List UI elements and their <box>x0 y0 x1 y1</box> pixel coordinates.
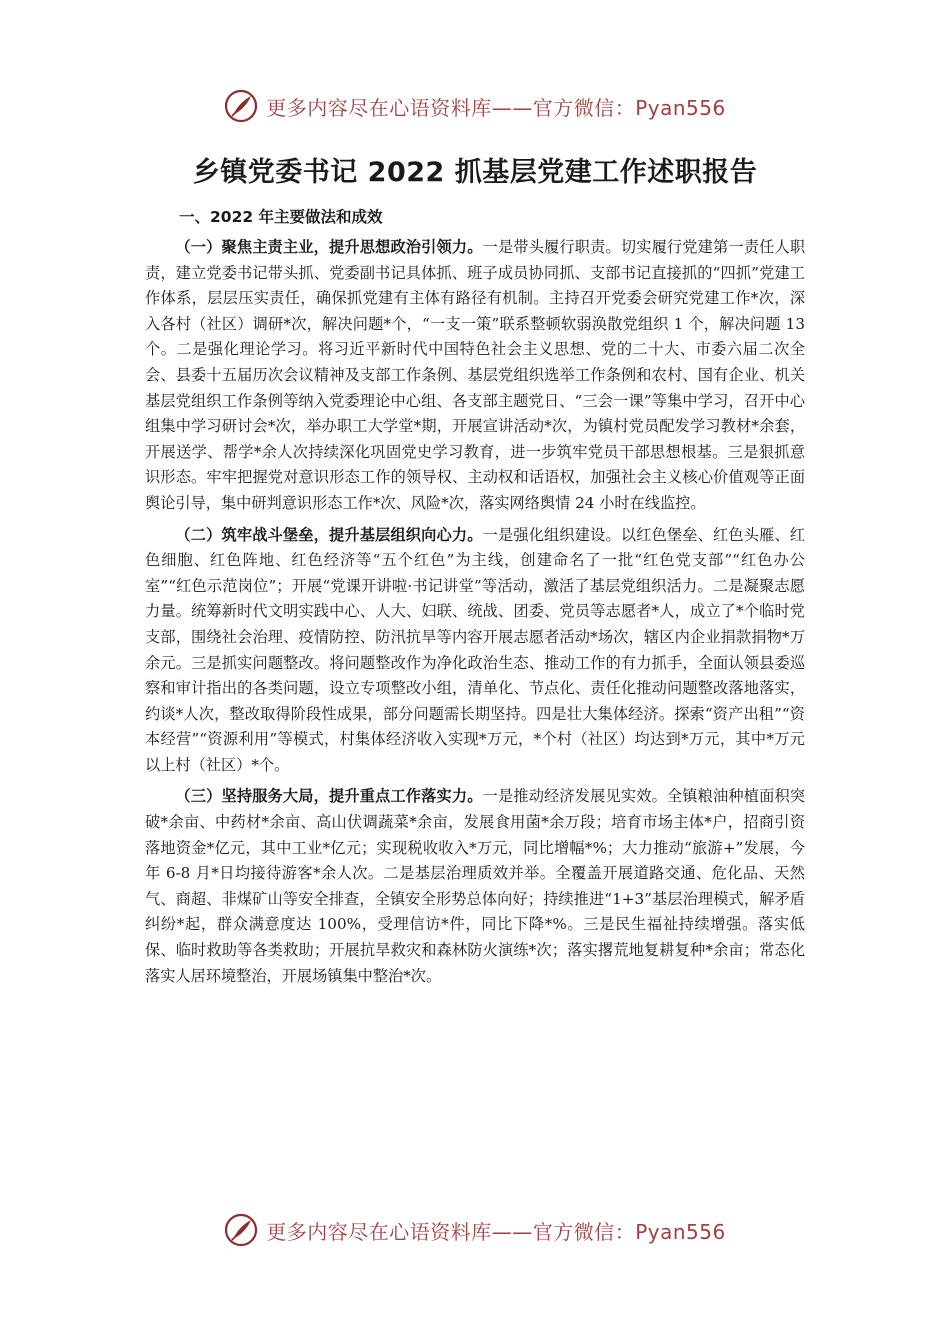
paragraph-lead: （三）坚持服务大局，提升重点工作落实力。 <box>175 787 483 806</box>
watermark-text: 更多内容尽在心语资料库——官方微信：Pyan556 <box>266 1219 726 1244</box>
footer-watermark <box>0 1210 950 1250</box>
paragraph-text: 一是带头履行职责。切实履行党建第一责任人职责，建立党委书记带头抓、党委副书记具体抓、班子成员协同抓、支部书记直接抓的“四抓”党建工作体系，层层压实责任，确保抓党建有主体有路径有机制。主持召开党委会研究党建工作*次，深入各村（社区）调研*次，解决问题*个，“一支一策”联系整顿软弱涣散党组织 1 个，解决问题 13 个。二是强化理论学习。将习近平新时代中国特色社会主义思想、党的二十大、市委六届二次全会、县委十五届历次会议精神及支部工作条例、基层党组织选举工作条例和农村、国有企业、机关基层党组织工作条例等纳入党委理论中心组、各支部主题党日、“三会一课”等集中学习，召开中心组集中学习研讨会*次，举办职工大学堂*期，开展宣讲活动*次，为镇村党员配发学习教材*余套，开展送学、帮学*余人次持续深化巩固党史学习教育，进一步筑牢党员干部思想根基。三是狠抓意识形态。牢牢把握党对意识形态工作的领导权、主动权和话语权，加强社会主义核心价值观等正面舆论引导，集中研判意识形态工作*次、风险*次，落实网络舆情 24 小时在线监控。 <box>145 238 806 512</box>
document-title: 乡镇党委书记 2022 抓基层党建工作述职报告 <box>192 157 758 188</box>
paragraph-lead: （一）聚焦主责主业，提升思想政治引领力。 <box>175 238 483 256</box>
paragraph-1 <box>145 235 805 517</box>
quill-logo-icon <box>224 1213 258 1247</box>
quill-logo-icon <box>224 89 258 123</box>
header-watermark <box>0 86 950 126</box>
paragraph-text: 一是推动经济发展见实效。全镇粮油种植面积突破*余亩、中药材*余亩、高山伏调蔬菜*余亩，发展食用菌*余万段；培育市场主体*户，招商引资落地资金*亿元，其中工业*亿元；实现税收收入*万元，同比增幅*%；大力推动“旅游+”发展，今年 6-8 月*日均接待游客*余人次。二是基层治理质效并举。全覆盖开展道路交通、危化品、天然气、商超、非煤矿山等安全排查，全镇安全形势总体向好；持续推进“1+3”基层治理模式，解矛盾纠纷*起，群众满意度达 100%，受理信访*件，同比下降*%。三是民生福祉持续增强。落实低保、临时救助等各类救助；开展抗旱救灾和森林防火演练*次；落实撂荒地复耕复种*余亩；常态化落实人居环境整治，开展场镇集中整治*次。 <box>145 787 806 985</box>
paragraph-2 <box>145 523 805 779</box>
document-body <box>145 205 805 995</box>
paragraph-lead: （二）筑牢战斗堡垒，提升基层组织向心力。 <box>175 525 483 544</box>
section-heading: 一、2022 年主要做法和成效 <box>179 208 383 226</box>
paragraph-3 <box>145 784 805 989</box>
watermark-text: 更多内容尽在心语资料库——官方微信：Pyan556 <box>266 95 726 120</box>
paragraph-text: 一是强化组织建设。以红色堡垒、红色头雁、红色细胞、红色阵地、红色经济等“五个红色”为主线，创建命名了一批“红色党支部”“红色办公室”“红色示范岗位”；开展“党课开讲啦·书记讲堂”等活动，激活了基层党组织活力。二是凝聚志愿力量。统筹新时代文明实践中心、人大、妇联、统战、团委、党员等志愿者*人，成立了*个临时党支部，围绕社会治理、疫情防控、防汛抗旱等内容开展志愿者活动*场次，辖区内企业捐款捐物*万余元。三是抓实问题整改。将问题整改作为净化政治生态、推动工作的有力抓手，全面认领县委巡察和审计指出的各类问题，设立专项整改小组，清单化、节点化、责任化推动问题整改落地落实，约谈*人次，整改取得阶段性成果，部分问题需长期坚持。四是壮大集体经济。探索“资产出租”“资本经营”“资源利用”等模式，村集体经济收入实现*万元，*个村（社区）均达到*万元，其中*万元以上村（社区）*个。 <box>145 525 806 774</box>
